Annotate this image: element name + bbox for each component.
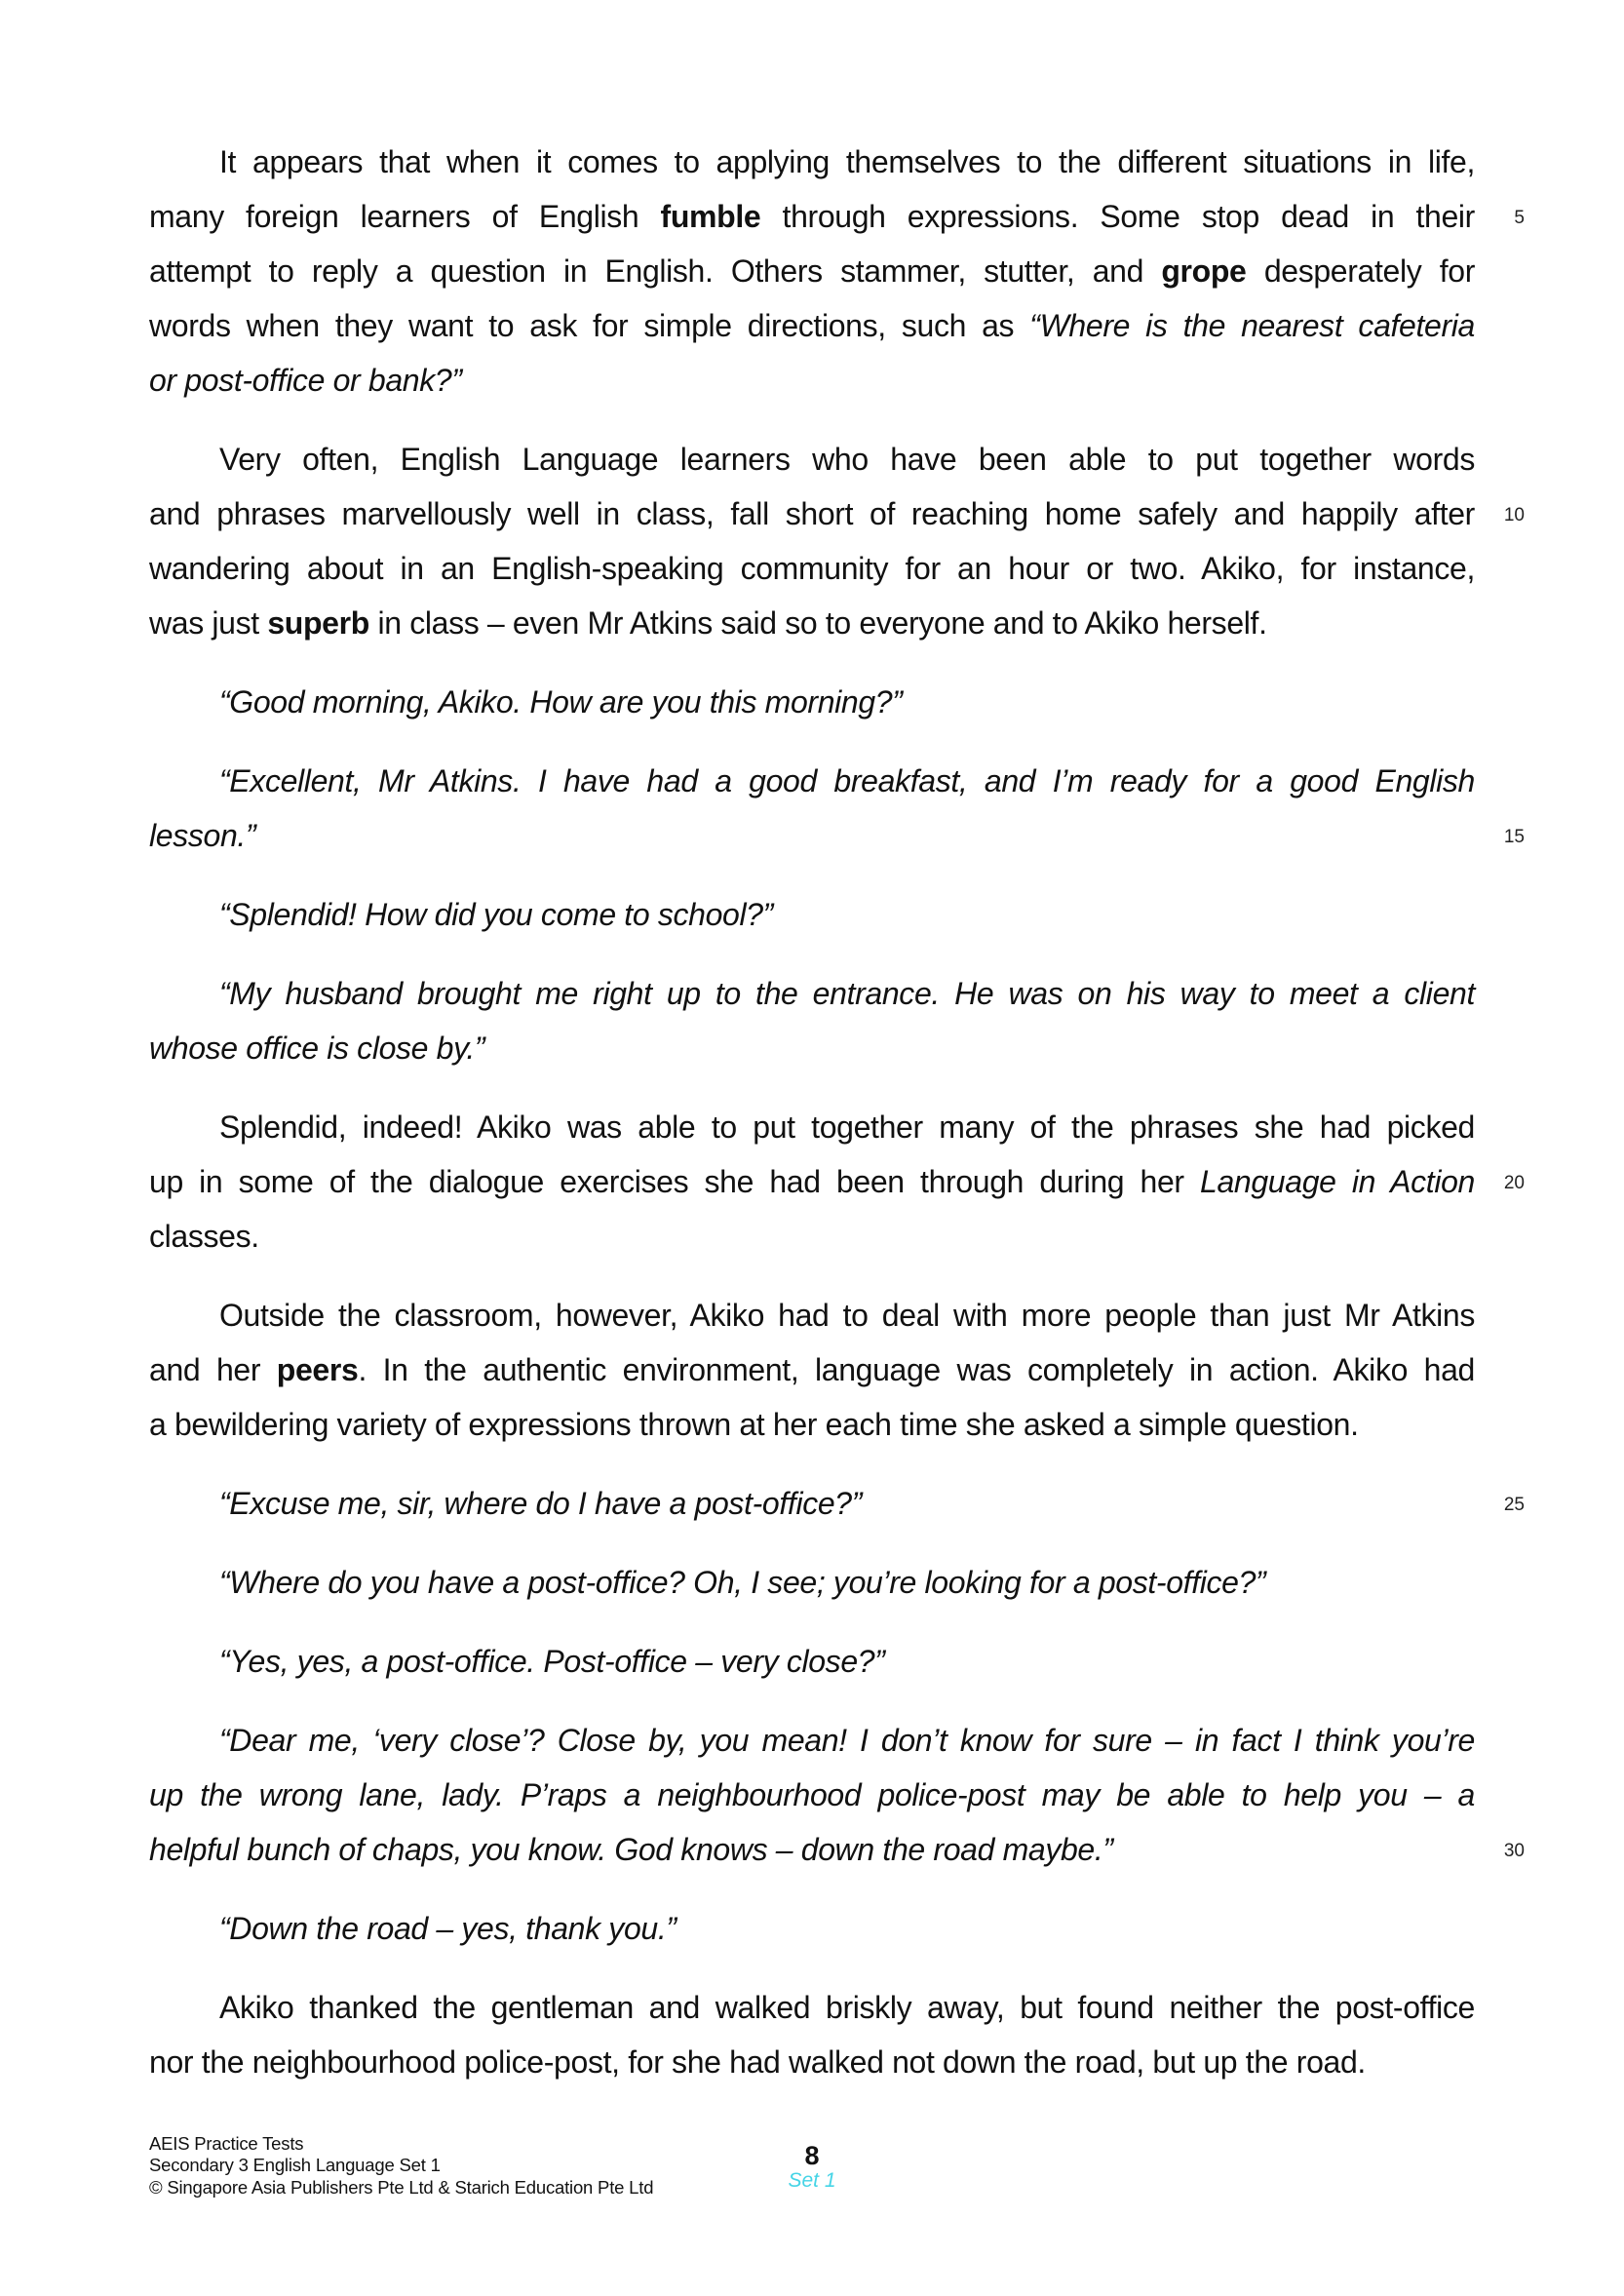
passage-text: Outside the classroom, however, Akiko had to deal with more people than just Mr Atkins xyxy=(219,1298,1475,1333)
passage-line xyxy=(149,1162,1475,1201)
passage-line xyxy=(149,1563,1475,1602)
line-number: 30 xyxy=(1503,1841,1525,1861)
passage-text: and her xyxy=(149,1352,277,1387)
passage-line xyxy=(149,1775,1475,1814)
passage-line xyxy=(149,1484,1475,1523)
passage-text: classes. xyxy=(149,1219,259,1254)
footer-series-title: AEIS Practice Tests xyxy=(149,2133,304,2154)
passage-text: and phrases marvellously well in class, fall short of reaching home safely and happily after xyxy=(149,496,1475,531)
passage-text: Very often, English Language learners who have been able to put together words xyxy=(219,442,1475,477)
passage-text: lesson.” xyxy=(149,818,256,853)
passage-line xyxy=(149,1830,1475,1869)
footer-book-title: Secondary 3 English Language Set 1 xyxy=(149,2155,441,2175)
passage-text: “My husband brought me right up to the entrance. He was on his way to meet a client xyxy=(219,976,1475,1011)
passage-line xyxy=(149,1350,1475,1389)
passage-text: in class – even Mr Atkins said so to everyone and to Akiko herself. xyxy=(368,605,1267,641)
passage-text: attempt to reply a question in English. Others stammer, stutter, and xyxy=(149,253,1162,289)
passage-text: up the wrong lane, lady. P’raps a neighbourhood police-post may be able to help you – a xyxy=(149,1777,1475,1812)
passage-text: desperately for xyxy=(1246,253,1475,289)
passage-line xyxy=(149,1988,1475,2027)
passage-text: Splendid, indeed! Akiko was able to put together many of the phrases she had picked xyxy=(219,1109,1475,1145)
passage-text: “Down the road – yes, thank you.” xyxy=(219,1911,677,1946)
passage-line xyxy=(149,816,1475,855)
passage-text: . In the authentic environment, language was completely in action. Akiko had xyxy=(358,1352,1475,1387)
passage-line xyxy=(149,549,1475,588)
passage-text: “Dear me, ‘very close’? Close by, you mean! I don’t know for sure – in fact I think you’re xyxy=(219,1723,1475,1758)
passage-text: Language in Action xyxy=(1200,1164,1476,1199)
passage-line xyxy=(149,440,1475,479)
passage-text: “Good morning, Akiko. How are you this morning?” xyxy=(219,684,903,720)
passage-line xyxy=(149,1909,1475,1948)
passage-text: through expressions. Some stop dead in their xyxy=(760,199,1475,234)
passage-line xyxy=(149,252,1475,291)
passage-line xyxy=(149,1405,1475,1444)
passage-text: “Splendid! How did you come to school?” xyxy=(219,897,773,932)
passage-text: words when they want to ask for simple directions, such as xyxy=(149,308,1030,343)
passage-text: Akiko thanked the gentleman and walked briskly away, but found neither the post-office xyxy=(219,1990,1475,2025)
passage-line xyxy=(149,1296,1475,1335)
passage-text: nor the neighbourhood police-post, for she had walked not down the road, but up the road. xyxy=(149,2044,1366,2080)
passage-line xyxy=(149,761,1475,800)
line-number: 20 xyxy=(1503,1173,1525,1193)
passage-line xyxy=(149,895,1475,934)
passage-line xyxy=(149,142,1475,181)
vocabulary-word: superb xyxy=(267,605,369,641)
line-number: 5 xyxy=(1514,208,1525,228)
page-number: 8 xyxy=(804,2141,820,2170)
set-label: Set 1 xyxy=(788,2169,836,2192)
passage-line xyxy=(149,361,1475,400)
vocabulary-word: grope xyxy=(1161,253,1247,289)
passage-text: up in some of the dialogue exercises she had been through during her xyxy=(149,1164,1201,1199)
passage-line xyxy=(149,974,1475,1013)
passage-line xyxy=(149,197,1475,236)
passage-line xyxy=(149,2043,1475,2082)
line-number: 25 xyxy=(1503,1495,1525,1515)
passage-text: “Where is the nearest cafeteria xyxy=(1029,308,1475,343)
passage-line xyxy=(149,1029,1475,1068)
vocabulary-word: peers xyxy=(276,1352,359,1387)
passage-line xyxy=(149,603,1475,642)
footer-copyright: © Singapore Asia Publishers Pte Ltd & Starich Education Pte Ltd xyxy=(149,2177,654,2198)
passage-text: “Yes, yes, a post-office. Post-office – very close?” xyxy=(219,1644,885,1679)
passage-text: “Where do you have a post-office? Oh, I see; you’re looking for a post-office?” xyxy=(219,1565,1266,1600)
passage-text: or post-office or bank?” xyxy=(149,363,462,398)
passage-text: It appears that when it comes to applying themselves to the different situations in life, xyxy=(219,144,1475,179)
passage-line xyxy=(149,306,1475,345)
line-number: 10 xyxy=(1503,505,1525,525)
vocabulary-word: fumble xyxy=(660,199,761,234)
passage-text: “Excuse me, sir, where do I have a post-office?” xyxy=(219,1486,863,1521)
passage-text: a bewildering variety of expressions thrown at her each time she asked a simple question. xyxy=(149,1407,1359,1442)
passage-text: whose office is close by.” xyxy=(149,1031,485,1066)
passage-text: many foreign learners of English xyxy=(149,199,661,234)
passage-line xyxy=(149,1217,1475,1256)
passage-text: wandering about in an English-speaking community for an hour or two. Akiko, for instance, xyxy=(149,551,1475,586)
passage-text: was just xyxy=(149,605,268,641)
passage-line xyxy=(149,1721,1475,1760)
passage-line xyxy=(149,1108,1475,1147)
passage-line xyxy=(149,1642,1475,1681)
line-number: 15 xyxy=(1503,827,1525,847)
passage-text: helpful bunch of chaps, you know. God knows – down the road maybe.” xyxy=(149,1832,1113,1867)
passage-line xyxy=(149,682,1475,721)
passage-line xyxy=(149,494,1475,533)
passage-text: “Excellent, Mr Atkins. I have had a good breakfast, and I’m ready for a good English xyxy=(219,763,1475,798)
